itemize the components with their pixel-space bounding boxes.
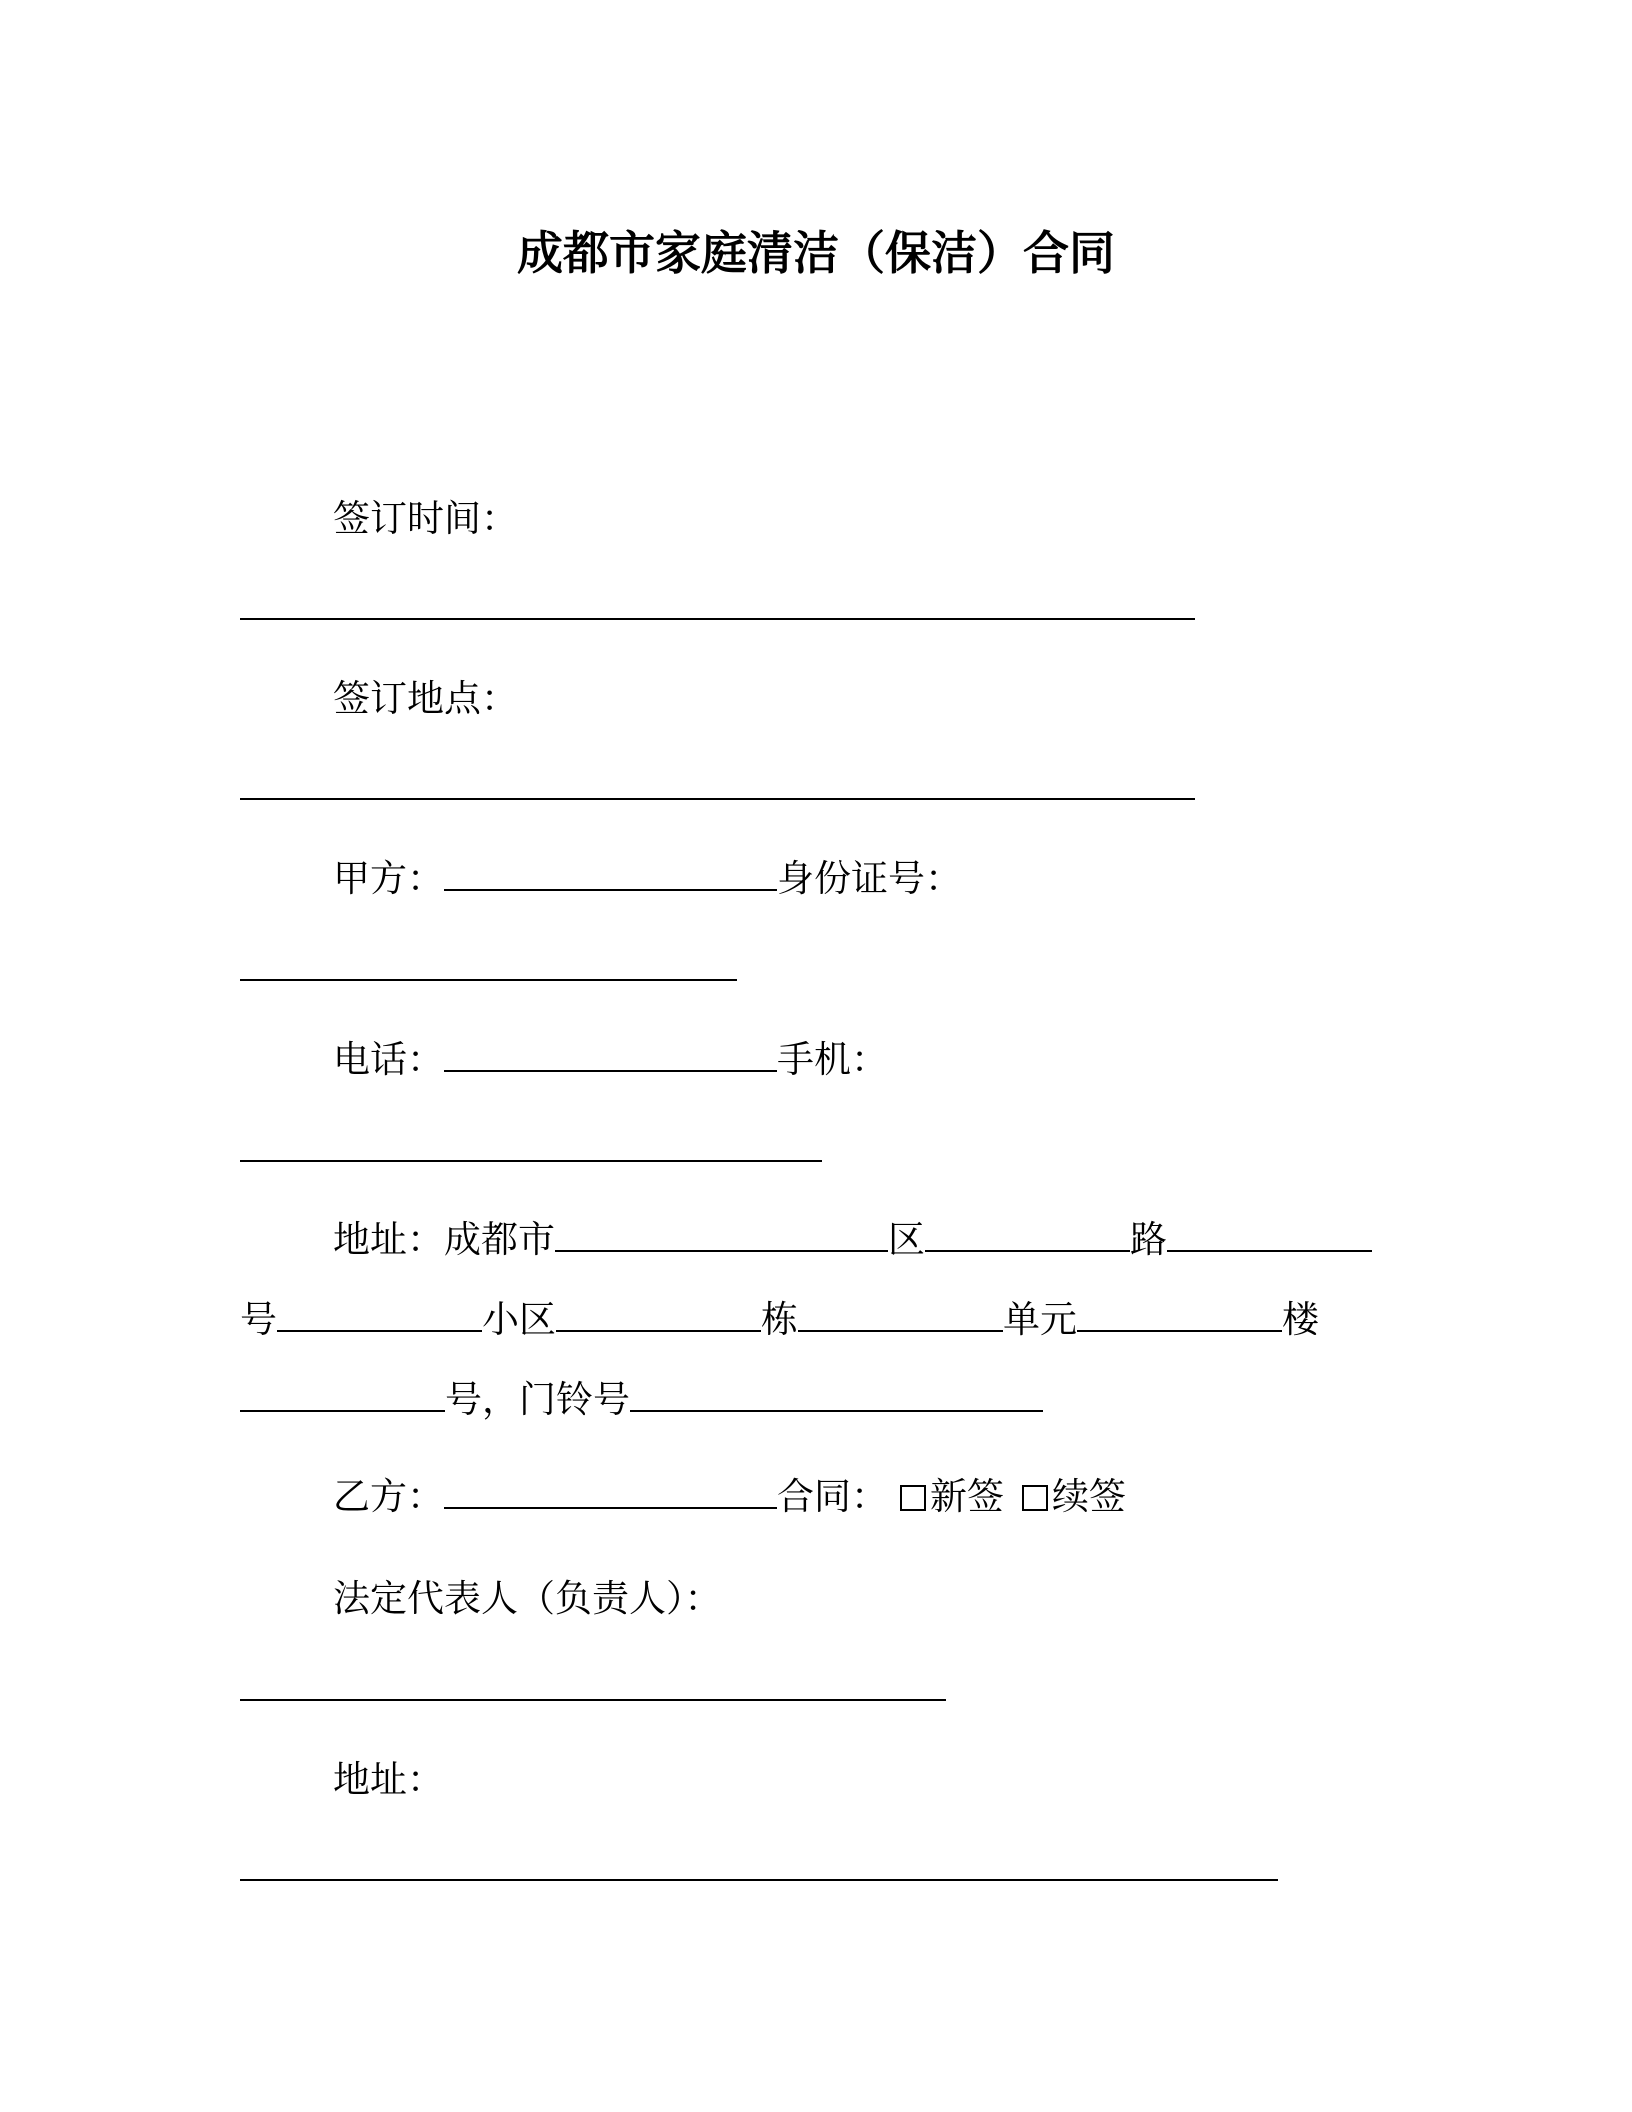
new-sign-checkbox[interactable] bbox=[900, 1485, 926, 1511]
mobile-field[interactable] bbox=[240, 1160, 822, 1162]
phone-label: 电话： bbox=[333, 1038, 444, 1081]
address-line-2 bbox=[240, 1295, 1319, 1345]
sign-time-label: 签订时间： bbox=[333, 497, 518, 540]
party-b-field[interactable] bbox=[444, 1477, 777, 1509]
mobile-label: 手机： bbox=[777, 1038, 888, 1081]
district-field[interactable] bbox=[925, 1220, 1130, 1252]
doorbell-field[interactable] bbox=[630, 1380, 1043, 1412]
party-b-line bbox=[333, 1472, 1126, 1522]
road-field[interactable] bbox=[1167, 1220, 1372, 1252]
number-field[interactable] bbox=[277, 1300, 482, 1332]
city-field[interactable] bbox=[555, 1220, 888, 1252]
new-sign-label: 新签 bbox=[930, 1475, 1004, 1518]
document-title: 成都市家庭清洁（保洁）合同 bbox=[517, 226, 1115, 280]
sign-place-label: 签订地点： bbox=[333, 677, 518, 720]
party-a-line bbox=[333, 854, 962, 904]
room-number-label: 号， bbox=[445, 1378, 519, 1421]
unit-label: 单元 bbox=[1003, 1298, 1077, 1341]
sign-place-field[interactable] bbox=[240, 798, 1195, 800]
contract-label: 合同： bbox=[777, 1475, 888, 1518]
party-b-address-field[interactable] bbox=[240, 1879, 1278, 1881]
party-b-address-label: 地址： bbox=[333, 1758, 444, 1801]
party-a-label: 甲方： bbox=[333, 857, 444, 900]
renew-sign-checkbox[interactable] bbox=[1022, 1485, 1048, 1511]
number-label: 号 bbox=[240, 1298, 277, 1341]
phone-line bbox=[333, 1035, 888, 1085]
sign-time-field[interactable] bbox=[240, 618, 1195, 620]
community-field[interactable] bbox=[556, 1300, 761, 1332]
legal-rep-field[interactable] bbox=[240, 1699, 946, 1701]
renew-sign-label: 续签 bbox=[1052, 1475, 1126, 1518]
legal-rep-label: 法定代表人（负责人）： bbox=[333, 1577, 722, 1620]
community-label: 小区 bbox=[482, 1298, 556, 1341]
floor-field[interactable] bbox=[240, 1380, 445, 1412]
floor-label: 楼 bbox=[1282, 1298, 1319, 1341]
building-field[interactable] bbox=[798, 1300, 1003, 1332]
city-label: 成都市 bbox=[444, 1218, 555, 1261]
id-number-field[interactable] bbox=[240, 979, 737, 981]
party-a-field[interactable] bbox=[444, 859, 777, 891]
district-label: 区 bbox=[888, 1218, 925, 1261]
address-label: 地址： bbox=[333, 1218, 444, 1261]
doorbell-label: 门铃号 bbox=[519, 1378, 630, 1421]
id-number-label: 身份证号： bbox=[777, 857, 962, 900]
address-line-3 bbox=[240, 1375, 1043, 1425]
building-label: 栋 bbox=[761, 1298, 798, 1341]
road-label: 路 bbox=[1130, 1218, 1167, 1261]
party-b-label: 乙方： bbox=[333, 1475, 444, 1518]
phone-field[interactable] bbox=[444, 1040, 777, 1072]
address-line-1 bbox=[333, 1215, 1372, 1265]
unit-field[interactable] bbox=[1077, 1300, 1282, 1332]
